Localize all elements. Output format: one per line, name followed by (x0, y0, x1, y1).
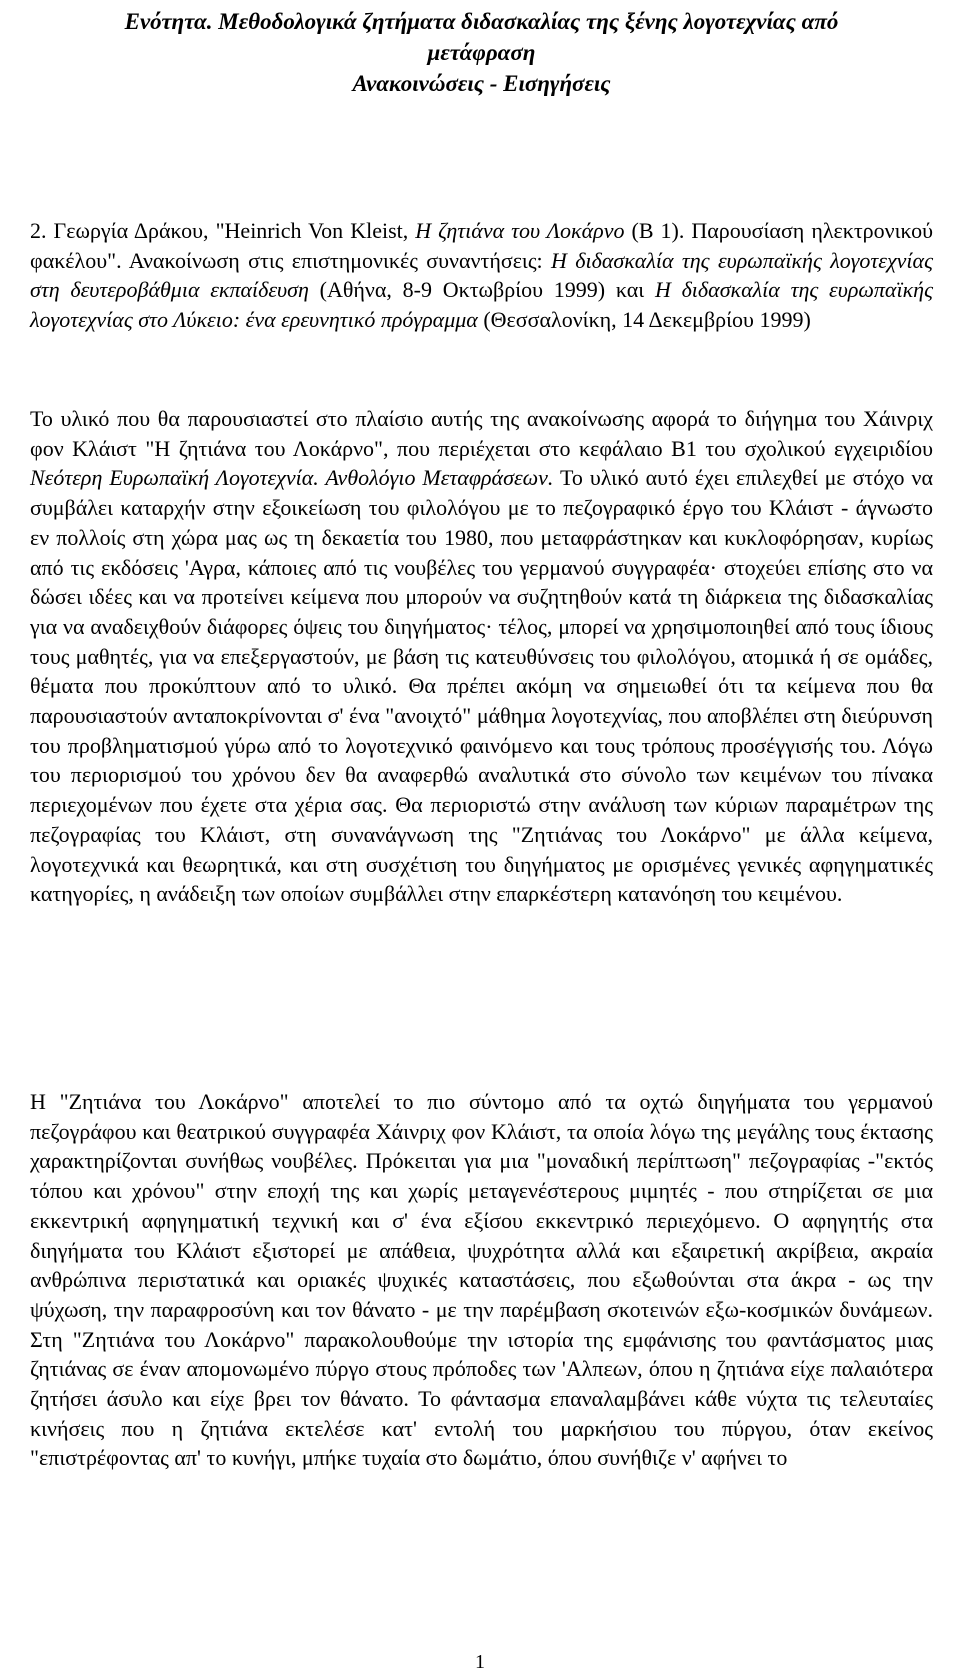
heading-line-1: Ενότητα. Μεθοδολογικά ζητήματα διδασκαλίας της ξένης λογοτεχνίας από (124, 9, 839, 34)
heading-line-2: μετάφραση (427, 40, 536, 65)
section-heading (30, 6, 933, 99)
intro-text-2: (Αθήνα, 8-9 Οκτωβρίου 1999) και (308, 277, 655, 303)
intro-text-1: (Β 1). Παρουσίαση ηλεκτρονικού φακέλου". Ανακοίνωση στις επιστημονικές συναντήσεις: (30, 218, 934, 273)
intro-italic-conference-1: Η διδασκαλία της ευρωπαϊκής λογοτεχνίας στη δευτεροβάθμια εκπαίδευση (30, 247, 934, 303)
paragraph-1-text-a: Το υλικό που θα παρουσιαστεί στο πλαίσιο αυτής της ανακοίνωσης αφορά το διήγημα του Χάινριχ φον Κλάιστ "Η ζητιάνα του Λοκάρνο", που περιέχεται στο κεφάλαιο Β1 του σχολικού εγχειριδίου (30, 406, 933, 461)
paragraph-1-text-b: Το υλικό αυτό έχει επιλεχθεί με στόχο να συμβάλει καταρχήν στην εξοικείωση του φιλολόγου με το πεζογραφικό έργο του Κλάιστ - άγνωστο εν πολλοίς στη χώρα μας ως τη δεκαετία του 1980, που μεταφράστηκαν και κυκλοφόρησαν, κυρίως από τις εκδόσεις 'Αγρα, κάποιες από τις νουβέλες του γερμανού συγγραφέα· στοχεύει επίσης στο να δώσει ιδέες και να προτείνει κείμενα που μπορούν να συζητηθούν κατά τη διάρκεια της διδασκαλίας για να αναδειχθούν διάφορες όψεις του διηγήματος· τέλος, μπορεί να χρησιμοποιηθεί από τους ίδιους τους μαθητές, για να επεξεργαστούν, με βάση τις κατευθύνσεις του φιλολόγου, ατομικά ή σε ομάδες, θέματα που προκύπτουν από το υλικό. Θα πρέπει ακόμη να σημειωθεί ότι τα κείμενα που θα παρουσιαστούν ανταποκρίνονται σ' ένα "ανοιχτό" μάθημα λογοτεχνίας, που αποβλέπει στη διεύρυνση του προβληματισμού γύρω από το λογοτεχνικό φαινόμενο και τους τρόπους προσέγγισής του. Λόγω του περιορισμού του χρόνου δεν θα αναφερθώ αναλυτικά στο σύνολο των κειμένων του πίνακα περιεχομένων που έχετε στα χέρια σας. Θα περιοριστώ στην ανάλυση των κύριων παραμέτρων της πεζογραφίας του Κλάιστ, στη συνανάγνωση της "Ζητιάνας του Λοκάρνο" με άλλα κείμενα, λογοτεχνικά και θεωρητικά, και στη συσχέτιση του διηγήματος με ορισμένες γενικές αφηγηματικές κατηγορίες, η ανάδειξη των οποίων συμβάλλει στην επαρκέστερη κατανόηση του κειμένου. (30, 465, 933, 907)
body-paragraph-2 (30, 1087, 933, 1473)
paragraph-2-text: Η "Ζητιάνα του Λοκάρνο" αποτελεί το πιο σύντομο από τα οχτώ διηγήματα του γερμανού πεζογράφου και θεατρικού συγγραφέα Χάινριχ φον Κλάιστ, τα οποία λόγω της μεγάλης τους έκτασης χαρακτηρίζονται συνήθως νουβέλες. Πρόκειται για μια "μοναδική περίπτωση" πεζογραφίας -"εκτός τόπου και χρόνου" στην εποχή της και χωρίς μεταγενέστερους μιμητές - που στηρίζεται σε μια εκκεντρική αφηγηματική τεχνική και σ' ένα εξίσου εκκεντρικό περιεχόμενο. Ο αφηγητής στα διηγήματα του Κλάιστ εξιστορεί με απάθεια, ψυχρότητα αλλά και εξαιρετική ακρίβεια, ακραία ανθρώπινα περιστατικά και οριακές ψυχικές καταστάσεις, που εξωθούνται στα άκρα - ως την ψύχωση, την παραφροσύνη και τον θάνατο - με την παρέμβαση σκοτεινών εξω-κοσμικών δυνάμεων. Στη "Ζητιάνα του Λοκάρνο" παρακολουθούμε την ιστορία της εμφάνισης του φαντάσματος μιας ζητιάνας σε έναν απομονωμένο πύργο στους πρόποδες των 'Αλπεων, όπου η ζητιάνα είχε παλαιότερα ζητήσει άσυλο και είχε βρει τον θάνατο. Το φάντασμα επαναλαμβάνει κάθε νύχτα τις τελευταίες κινήσεις που η ζητιάνα εκτελέσε κατ' εντολή του μαρκήσιου του πύργου, όταν εκείνος "επιστρέφοντας απ' το κυνήγι, μπήκε τυχαία στο δωμάτιο, όπου συνήθιζε ν' αφήνει το (30, 1089, 933, 1471)
document-page (30, 0, 934, 1471)
body-paragraph-1 (30, 404, 933, 909)
heading-line-3: Ανακοινώσεις - Εισηγήσεις (352, 71, 611, 96)
intro-italic-title: Η ζητιάνα του Λοκάρνο (415, 218, 625, 243)
intro-text-3: (Θεσσαλονίκη, 14 Δεκεμβρίου 1999) (477, 307, 811, 333)
page-number: 1 (475, 1651, 485, 1673)
paragraph-1-book-title: Νεότερη Ευρωπαϊκή Λογοτεχνία. Ανθολόγιο Μεταφράσεων. (30, 465, 554, 491)
intro-italic-conference-2: Η διδασκαλία της ευρωπαϊκής λογοτεχνίας στο Λύκειο: ένα ερευνητικό πρόγραμμα (30, 277, 933, 333)
intro-lead: 2. Γεωργία Δράκου, "Heinrich Von Kleist, (30, 218, 416, 243)
intro-paragraph (30, 216, 933, 335)
